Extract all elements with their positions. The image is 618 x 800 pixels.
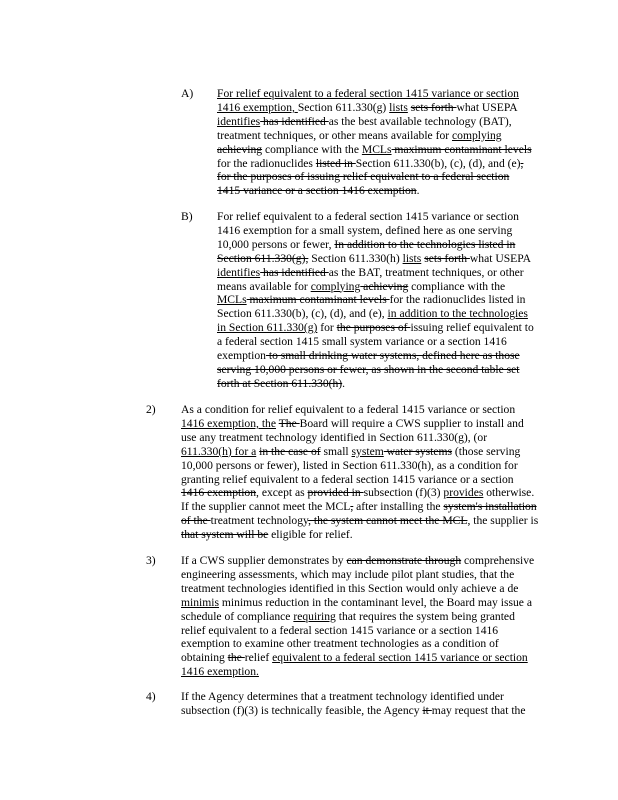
deleted-text: system's installation of the	[181, 500, 537, 528]
paragraph-label: 3)	[146, 554, 156, 567]
text-run: after installing the	[353, 500, 444, 514]
inserted-text: MCLs	[217, 293, 247, 307]
inserted-text: complying	[452, 128, 502, 142]
text-run: relief	[244, 651, 273, 665]
deleted-text: achieving	[217, 142, 263, 156]
paragraph-text	[181, 554, 539, 679]
text-run: Section 611.330(b), (c), (d), and (e)	[355, 156, 521, 170]
text-run: Board will require a CWS supplier to install and use any treatment technology identified in Section 611.330(g), (or	[181, 416, 524, 444]
deleted-text: in the case of	[259, 444, 321, 458]
text-run: what USEPA	[456, 100, 517, 114]
deleted-text: has identified	[260, 114, 329, 128]
inserted-text: provides	[443, 486, 484, 500]
deleted-text: the purposes of	[336, 321, 411, 335]
inserted-text: 611.330(h) for a	[181, 444, 257, 458]
text-run: For relief equivalent to a federal section 1415 variance or section 1416 exemption for a small system, defined here as one serving 10,000 persons or fewer,	[217, 210, 519, 251]
deleted-text: to small drinking water systems, defined here as those serving 10,000 persons or fewer, as shown in the second table set forth at Section 611.330(h)	[217, 349, 520, 390]
text-run: for the radionuclides listed in Section 611.330(b), (c), (d), and (e),	[217, 293, 526, 321]
text-run: Section 611.330(h)	[308, 251, 403, 265]
paragraph-text	[181, 690, 539, 718]
text-run: If a CWS supplier demonstrates by	[181, 554, 347, 567]
text-run: compliance with the	[408, 279, 506, 293]
text-run: compliance with the	[262, 142, 362, 156]
text-run: subsection (f)(3)	[363, 486, 444, 500]
deleted-text: listed in	[315, 156, 356, 170]
text-run: treatment technology	[210, 514, 309, 528]
deleted-text: can demonstrate through	[346, 554, 462, 567]
deleted-text: the	[227, 651, 245, 665]
deleted-text: has identified	[260, 265, 329, 279]
deleted-text: maximum contaminant levels	[391, 142, 532, 156]
deleted-text: , for the purposes of issuing relief equivalent to a federal section 1415 variance or a section 1416 exemption	[217, 156, 524, 198]
paragraph-label: B)	[181, 210, 193, 223]
text-run: for the radionuclides	[217, 156, 316, 170]
inserted-text: equivalent to a federal section 1415 variance or section 1416 exemption.	[181, 651, 528, 679]
deleted-text: 1416 exemption	[181, 486, 257, 500]
inserted-text: system	[351, 444, 384, 458]
inserted-text: complying	[310, 279, 361, 293]
text-run: minimus reduction in the contaminant level, the Board may issue a schedule of compliance	[181, 595, 532, 623]
deleted-text: sets forth	[410, 100, 457, 114]
deleted-text: ,	[350, 500, 354, 514]
inserted-text: MCLs	[361, 142, 392, 156]
deleted-text: water systems	[383, 444, 453, 458]
text-run: Section 611.330(g)	[297, 100, 390, 114]
text-run: .	[416, 184, 420, 198]
text-run: .	[342, 376, 346, 390]
text-run: , except as	[256, 486, 308, 500]
text-run: As a condition for relief equivalent to a federal 1415 variance or section	[181, 403, 516, 416]
text-run: may request that the	[431, 703, 526, 717]
text-run: that requires the system being granted relief equivalent to a federal section 1415 variance or a section 1416 exemption to examine other treatment technologies as a condition of obtaining	[181, 609, 515, 665]
text-run: small	[320, 444, 352, 458]
deleted-text: maximum contaminant levels	[246, 293, 390, 307]
inserted-text: identifies	[217, 265, 261, 279]
inserted-text: lists	[402, 251, 422, 265]
inserted-text: identifies	[217, 114, 261, 128]
paragraph-label: A)	[181, 87, 194, 100]
text-run: eligible for relief.	[268, 528, 353, 542]
text-run: what USEPA	[469, 251, 531, 265]
inserted-text: minimis	[181, 595, 220, 609]
text-run: as the BAT, treatment techniques, or other means available for	[217, 265, 524, 293]
text-run: , the supplier is	[467, 514, 539, 528]
inserted-text: lists	[389, 100, 408, 114]
inserted-text: in addition to the technologies in Section 611.330(g)	[217, 307, 528, 335]
text-run: comprehensive engineering assessments, which may include pilot plant studies, that the treatment technologies identified in this Section would only achieve a de	[181, 554, 535, 595]
deleted-text: it	[422, 703, 432, 717]
deleted-text: , the system cannot meet the MCL	[308, 514, 468, 528]
inserted-text: For relief equivalent to a federal section 1415 variance or section 1416 exemption,	[217, 87, 519, 114]
text-run: (those serving 10,000 persons or fewer), listed in Section 611.330(h), as a condition for granting relief equivalent to a federal section 1415 variance or a section	[181, 444, 521, 486]
text-run: If the Agency determines that a treatment technology identified under subsection (f)(3) is technically feasible, the Agency	[181, 690, 504, 717]
deleted-text: provided in	[307, 486, 364, 500]
deleted-text: achieving	[360, 279, 409, 293]
paragraph-text	[217, 210, 535, 391]
deleted-text: that system will be	[181, 528, 269, 542]
paragraph-text	[181, 403, 539, 542]
text-run: issuing relief equivalent to a federal section 1415 small system variance or a section 1416 exemption	[217, 321, 534, 363]
paragraph-label: 4)	[146, 690, 156, 703]
deleted-text: sets forth	[424, 251, 470, 265]
inserted-text: requiring	[293, 609, 336, 623]
text-run: for	[317, 321, 337, 335]
deleted-text: The	[278, 416, 300, 430]
deleted-text: In addition to the technologies listed in Section 611.330(g),	[217, 237, 516, 265]
paragraph-text	[217, 87, 535, 198]
text-run: as the best available technology (BAT), treatment techniques, or other means available for	[217, 114, 512, 142]
paragraph-label: 2)	[146, 403, 156, 416]
text-run: otherwise. If the supplier cannot meet the MCL	[181, 486, 535, 514]
inserted-text: 1416 exemption, the	[181, 416, 276, 430]
